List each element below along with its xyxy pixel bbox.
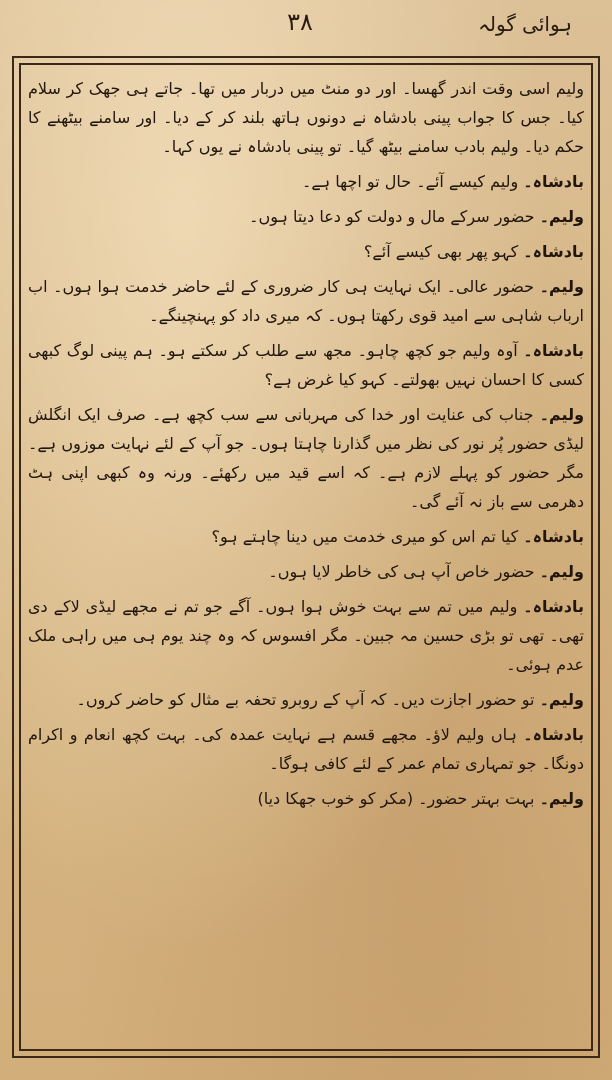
paragraph-text: حضور عالی۔ ایک نہایت ہی کار ضروری کے لئے حاضر خدمت ہوا ہوں۔ اب ارباب شاہی سے امید قوی رکھتا ہوں۔ کہ میری داد کو پہنچینگے۔ <box>28 277 584 325</box>
speaker-label: بادشاہ۔ <box>523 341 584 360</box>
paragraph-text: ولیم کیسے آئے۔ حال تو اچھا ہے۔ <box>302 172 519 191</box>
speaker-label: بادشاہ۔ <box>523 527 584 546</box>
paragraph <box>28 272 584 330</box>
speaker-label: ولیم۔ <box>539 405 584 424</box>
page-number: ۳۸ <box>287 8 313 36</box>
paragraph-text: کہو پھر بھی کیسے آئے؟ <box>363 242 519 261</box>
paragraph-text: ولیم میں تم سے بہت خوش ہوا ہوں۔ آگے جو تم نے مجھے لیڈی لاکے دی تھی۔ تھی تو بڑی حسین مہ جبین۔ مگر افسوس کہ وہ چند یوم ہی میں راہی ملک عدم ہوئی۔ <box>28 597 584 674</box>
paragraph-text: کیا تم اس کو میری خدمت میں دینا چاہتے ہو؟ <box>211 527 519 546</box>
paragraph <box>28 400 584 516</box>
speaker-label: بادشاہ۔ <box>523 242 584 261</box>
speaker-label: ولیم۔ <box>539 277 584 296</box>
paragraph <box>28 557 584 586</box>
paragraph-text: ہاں ولیم لاؤ۔ مجھے قسم ہے نہایت عمدہ کی۔ بہت کچھ انعام و اکرام دونگا۔ جو تمہاری تمام عمر کے لئے کافی ہوگا۔ <box>28 725 584 773</box>
paragraph-text: تو حضور اجازت دیں۔ کہ آپ کے روبرو تحفہ بے مثال کو حاضر کروں۔ <box>76 690 535 709</box>
running-title: ہوائی گولہ <box>478 12 572 36</box>
speaker-label: بادشاہ۔ <box>523 172 584 191</box>
paragraph <box>28 167 584 196</box>
paragraph <box>28 685 584 714</box>
paragraph-text: بہت بہتر حضور۔ (مکر کو خوب جھکا دیا) <box>257 789 535 808</box>
speaker-label: بادشاہ۔ <box>523 597 584 616</box>
paragraph-text: حضور سرکے مال و دولت کو دعا دیتا ہوں۔ <box>249 207 535 226</box>
paragraph <box>28 592 584 679</box>
paragraph-text: آوہ ولیم جو کچھ چاہو۔ مجھ سے طلب کر سکتے ہو۔ ہم پینی لوگ کبھی کسی کا احسان نہیں بھولتے۔ کہو کیا غرض ہے؟ <box>28 341 584 389</box>
paragraph <box>28 336 584 394</box>
speaker-label: ولیم۔ <box>539 789 584 808</box>
speaker-label: بادشاہ۔ <box>523 725 584 744</box>
paragraph <box>28 522 584 551</box>
paragraph <box>28 237 584 266</box>
paragraph-text: جناب کی عنایت اور خدا کی مہربانی سے سب کچھ ہے۔ صرف ایک انگلش لیڈی حضور پُر نور کی نظر میں گذارنا چاہتا ہوں۔ جو آپ کے لئے نہایت موزوں ہے۔ مگر حضور کو پہلے لازم ہے۔ کہ اسے قید میں رکھئے۔ ورنہ وہ کبھی اپنی ہٹ دھرمی سے باز نہ آئے گی۔ <box>28 405 584 511</box>
body-text <box>28 74 584 1034</box>
speaker-label: ولیم۔ <box>539 562 584 581</box>
paragraph <box>28 784 584 813</box>
paragraph <box>28 202 584 231</box>
page-header <box>0 6 612 52</box>
paragraph-text: ولیم اسی وقت اندر گھسا۔ اور دو منٹ میں دربار میں تھا۔ جاتے ہی جھک کر سلام کیا۔ جس کا جواب پینی بادشاہ نے دونوں ہاتھ بلند کر کے دیا۔ اور سامنے بیٹھنے کا حکم دیا۔ ولیم بادب سامنے بیٹھ گیا۔ تو پینی بادشاہ نے یوں کہا۔ <box>28 79 584 156</box>
speaker-label: ولیم۔ <box>539 690 584 709</box>
paragraph-text: حضور خاص آپ ہی کی خاطر لایا ہوں۔ <box>268 562 535 581</box>
speaker-label: ولیم۔ <box>539 207 584 226</box>
paragraph <box>28 720 584 778</box>
paragraph <box>28 74 584 161</box>
